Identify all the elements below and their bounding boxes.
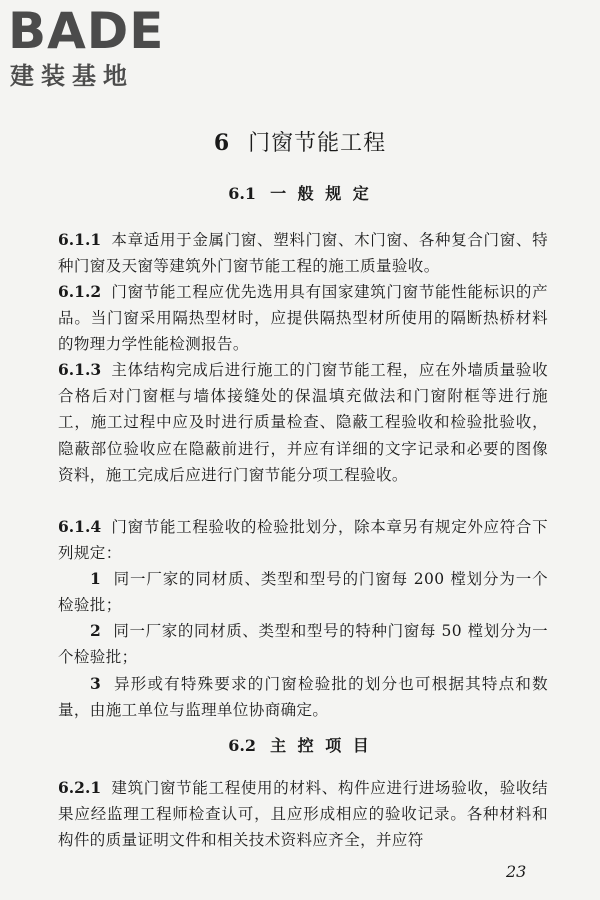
list-item-number: 2 xyxy=(90,621,102,640)
clause-text: 本章适用于金属门窗、塑料门窗、木门窗、各种复合门窗、特种门窗及天窗等建筑外门窗节能工程的施工质量验收。 xyxy=(58,231,548,276)
list-item-2 xyxy=(58,618,548,670)
section-title-6-2 xyxy=(0,734,600,758)
clause-number: 6.1.1 xyxy=(58,230,102,249)
list-item-text: 异形或有特殊要求的门窗检验批的划分也可根据其特点和数量，由施工单位与监理单位协商确定。 xyxy=(58,675,548,720)
list-item-3 xyxy=(58,671,548,723)
list-item-number: 3 xyxy=(90,674,102,693)
clause-text: 门窗节能工程应优先选用具有国家建筑门窗节能性能标识的产品。当门窗采用隔热型材时，应提供隔热型材所使用的隔断热桥材料的物理力学性能检测报告。 xyxy=(58,283,548,354)
clause-number: 6.1.3 xyxy=(58,360,102,379)
chapter-title xyxy=(0,128,600,159)
clause-text: 门窗节能工程验收的检验批划分，除本章另有规定外应符合下列规定： xyxy=(58,518,548,563)
logo-wordmark: BADE xyxy=(8,2,165,60)
section-number: 6.2 xyxy=(228,736,257,755)
list-item-text: 同一厂家的同材质、类型和型号的特种门窗每 50 樘划分为一个检验批； xyxy=(58,622,548,667)
clause-text: 建筑门窗节能工程使用的材料、构件应进行进场验收，验收结果应经监理工程师检查认可，且应形成相应的验收记录。各种材料和构件的质量证明文件和相关技术资料应齐全，并应符 xyxy=(58,779,548,850)
section-title-text: 主 控 项 目 xyxy=(270,736,372,755)
logo-subtitle: 建装基地 xyxy=(10,62,134,90)
section-number: 6.1 xyxy=(228,184,257,203)
clause-number: 6.1.4 xyxy=(58,517,102,536)
clause-6-1-2 xyxy=(58,279,548,358)
clause-number: 6.1.2 xyxy=(58,282,102,301)
clause-6-2-1 xyxy=(58,775,548,854)
list-item-number: 1 xyxy=(90,569,102,588)
clause-6-1-3 xyxy=(58,357,548,488)
clause-6-1-1 xyxy=(58,227,548,279)
chapter-number: 6 xyxy=(213,130,231,156)
page-number: 23 xyxy=(506,862,527,881)
list-item-1 xyxy=(58,566,548,618)
clause-text: 主体结构完成后进行施工的门窗节能工程，应在外墙质量验收合格后对门窗框与墙体接缝处的保温填充做法和门窗附框等进行施工，施工过程中应及时进行质量检查、隐蔽工程验收和检验批验收，隐蔽部位验收应在隐蔽前进行，并应有详细的文字记录和必要的图像资料，施工完成后应进行门窗节能分项工程验收。 xyxy=(58,361,548,484)
clause-6-1-4 xyxy=(58,514,548,566)
list-item-text: 同一厂家的同材质、类型和型号的门窗每 200 樘划分为一个检验批； xyxy=(58,570,548,615)
clause-number: 6.2.1 xyxy=(58,778,102,797)
chapter-title-text: 门窗节能工程 xyxy=(248,131,387,156)
section-title-6-1 xyxy=(0,182,600,206)
section-title-text: 一 般 规 定 xyxy=(270,184,372,203)
bade-logo xyxy=(8,4,188,96)
